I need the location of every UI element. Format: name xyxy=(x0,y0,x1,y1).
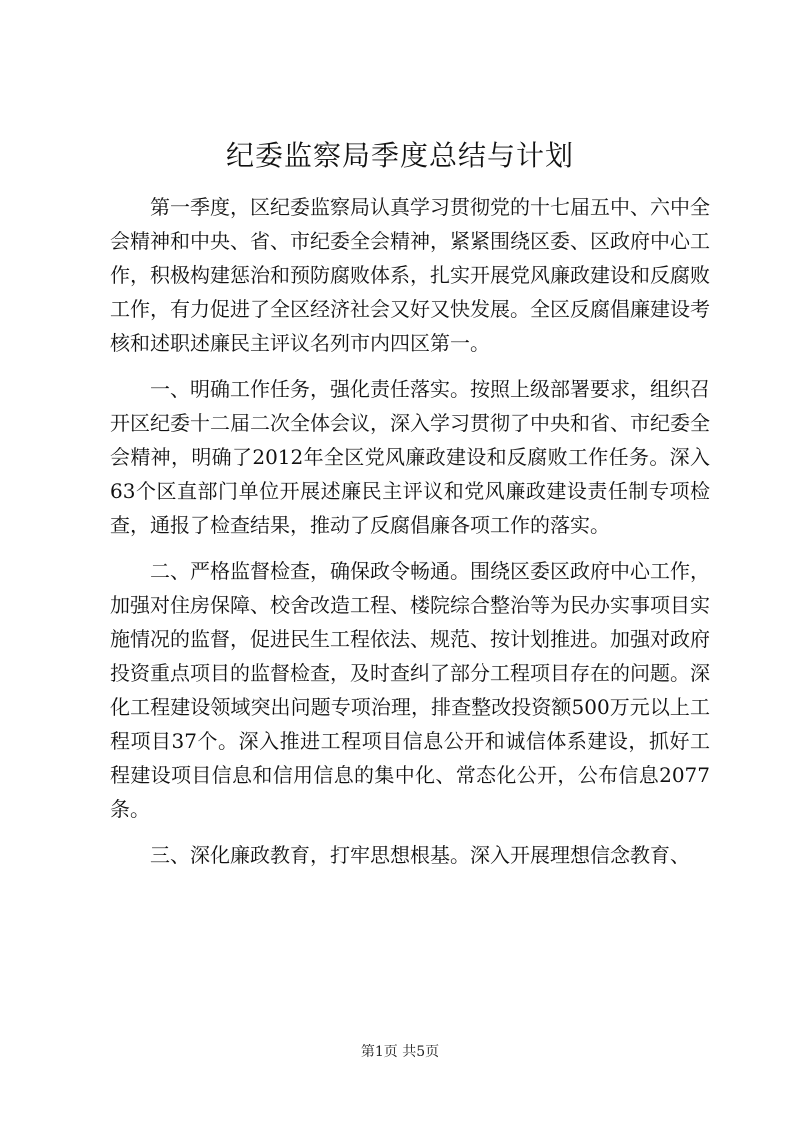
page-number-footer: 第1页 共5页 xyxy=(360,1044,440,1060)
paragraph-section-3: 三、深化廉政教育，打牢思想根基。深入开展理想信念教育、 xyxy=(150,843,690,867)
document-body xyxy=(110,190,710,872)
paragraph-intro: 第一季度，区纪委监察局认真学习贯彻党的十七届五中、六中全会精神和中央、省、市纪委全会精神，紧紧围绕区委、区政府中心工作，积极构建惩治和预防腐败体系，扎实开展党风廉政建设和反腐败工作，有力促进了全区经济社会又好又快发展。全区反腐倡廉建设考核和述职述廉民主评议名列市内四区第一。 xyxy=(110,195,710,355)
document-title: 纪委监察局季度总结与计划 xyxy=(225,139,574,172)
paragraph-section-2: 二、严格监督检查，确保政令畅通。围绕区委区政府中心工作，加强对住房保障、校舍改造工程、楼院综合整治等为民办实事项目实施情况的监督，促进民生工程依法、规范、按计划推进。加强对政府投资重点项目的监督检查，及时查纠了部分工程项目存在的问题。深化工程建设领域突出问题专项治理，排查整改投资额500万元以上工程项目37个。深入推进工程项目信息公开和诚信体系建设，抓好工程建设项目信息和信用信息的集中化、常态化公开，公布信息2077条。 xyxy=(110,559,710,821)
paragraph-section-1: 一、明确工作任务，强化责任落实。按照上级部署要求，组织召开区纪委十二届二次全体会议，深入学习贯彻了中央和省、市纪委全会精神，明确了2012年全区党风廉政建设和反腐败工作任务。深入63个区直部门单位开展述廉民主评议和党风廉政建设责任制专项检查，通报了检查结果，推动了反腐倡廉各项工作的落实。 xyxy=(110,377,710,537)
